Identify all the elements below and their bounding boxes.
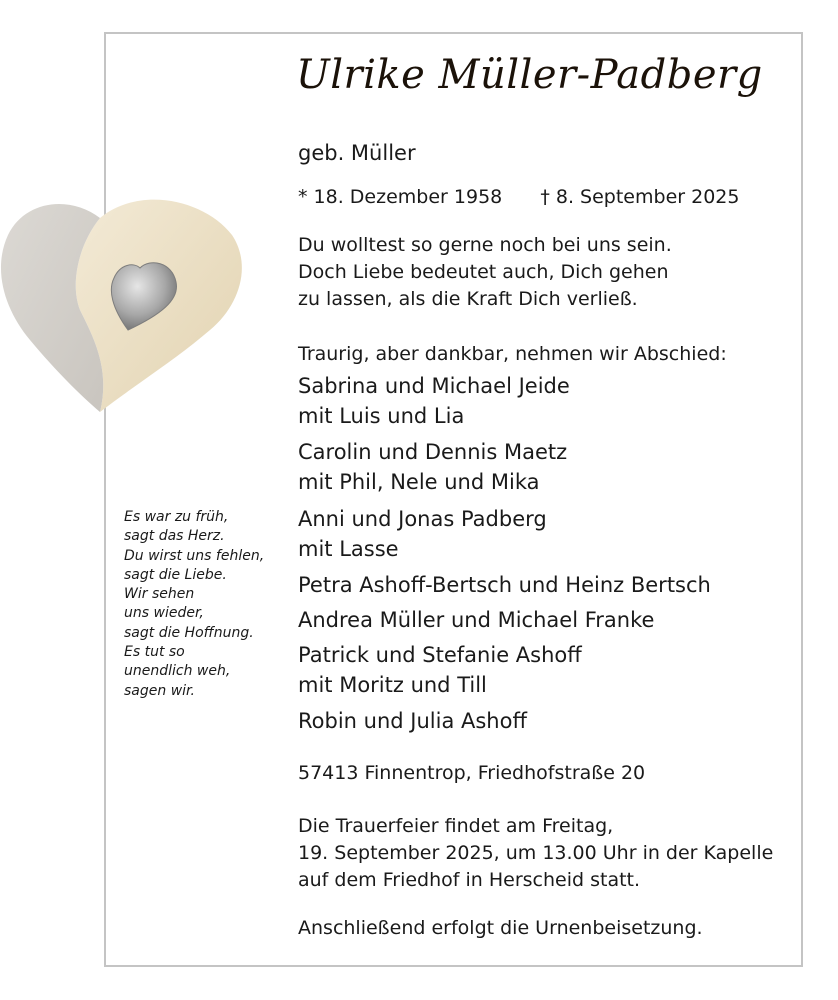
mourner-line: Sabrina und Michael Jeide bbox=[298, 374, 570, 398]
mourner-line: mit Moritz und Till bbox=[298, 673, 487, 697]
verse-line: Du wolltest so gerne noch bei uns sein. bbox=[298, 234, 672, 256]
poem-line: sagt die Hoffnung. bbox=[124, 624, 254, 641]
poem-line: Du wirst uns fehlen, bbox=[124, 547, 265, 564]
deceased-name: Ulrike Müller-Padberg bbox=[296, 52, 763, 98]
mourner-line: mit Phil, Nele und Mika bbox=[298, 470, 540, 494]
mourner-line: mit Lasse bbox=[298, 537, 399, 561]
verse-line: zu lassen, als die Kraft Dich verließ. bbox=[298, 288, 638, 310]
address: 57413 Finnentrop, Friedhofstraße 20 bbox=[298, 762, 646, 784]
mourner-line: Carolin und Dennis Maetz bbox=[298, 440, 568, 464]
poem-line: sagt das Herz. bbox=[124, 528, 225, 545]
verse-line: Doch Liebe bedeutet auch, Dich gehen bbox=[298, 261, 669, 283]
heart-decoration-icon bbox=[0, 190, 250, 420]
poem-line: Wir sehen bbox=[124, 586, 195, 603]
mourner-line: mit Luis und Lia bbox=[298, 404, 465, 428]
birth-date: * 18. Dezember 1958 bbox=[298, 186, 503, 208]
mourner-line: Patrick und Stefanie Ashoff bbox=[298, 643, 582, 667]
ceremony-info bbox=[298, 813, 773, 894]
poem-line: sagt die Liebe. bbox=[124, 566, 227, 583]
ceremony-line: auf dem Friedhof in Herscheid statt. bbox=[298, 869, 641, 891]
poem-line: Es tut so bbox=[124, 644, 185, 661]
mourner-line: Robin und Julia Ashoff bbox=[298, 709, 527, 733]
mourner-line: Andrea Müller und Michael Franke bbox=[298, 608, 655, 632]
farewell-intro: Traurig, aber dankbar, nehmen wir Abschied: bbox=[298, 343, 727, 365]
burial-info: Anschließend erfolgt die Urnenbeisetzung. bbox=[298, 917, 703, 939]
life-dates bbox=[298, 184, 739, 211]
birth-name: geb. Müller bbox=[298, 141, 416, 165]
verse bbox=[298, 232, 672, 313]
poem bbox=[124, 508, 264, 701]
poem-line: Es war zu früh, bbox=[124, 509, 229, 525]
ceremony-line: 19. September 2025, um 13.00 Uhr in der Kapelle bbox=[298, 842, 774, 864]
mourner-line: Anni und Jonas Padberg bbox=[298, 507, 547, 531]
mourner-line: Petra Ashoff-Bertsch und Heinz Bertsch bbox=[298, 573, 711, 597]
death-date: † 8. September 2025 bbox=[540, 186, 740, 208]
poem-line: unendlich weh, bbox=[124, 663, 231, 680]
poem-line: sagen wir. bbox=[124, 682, 195, 699]
ceremony-line: Die Trauerfeier findet am Freitag, bbox=[298, 815, 614, 837]
poem-line: uns wieder, bbox=[124, 605, 204, 622]
